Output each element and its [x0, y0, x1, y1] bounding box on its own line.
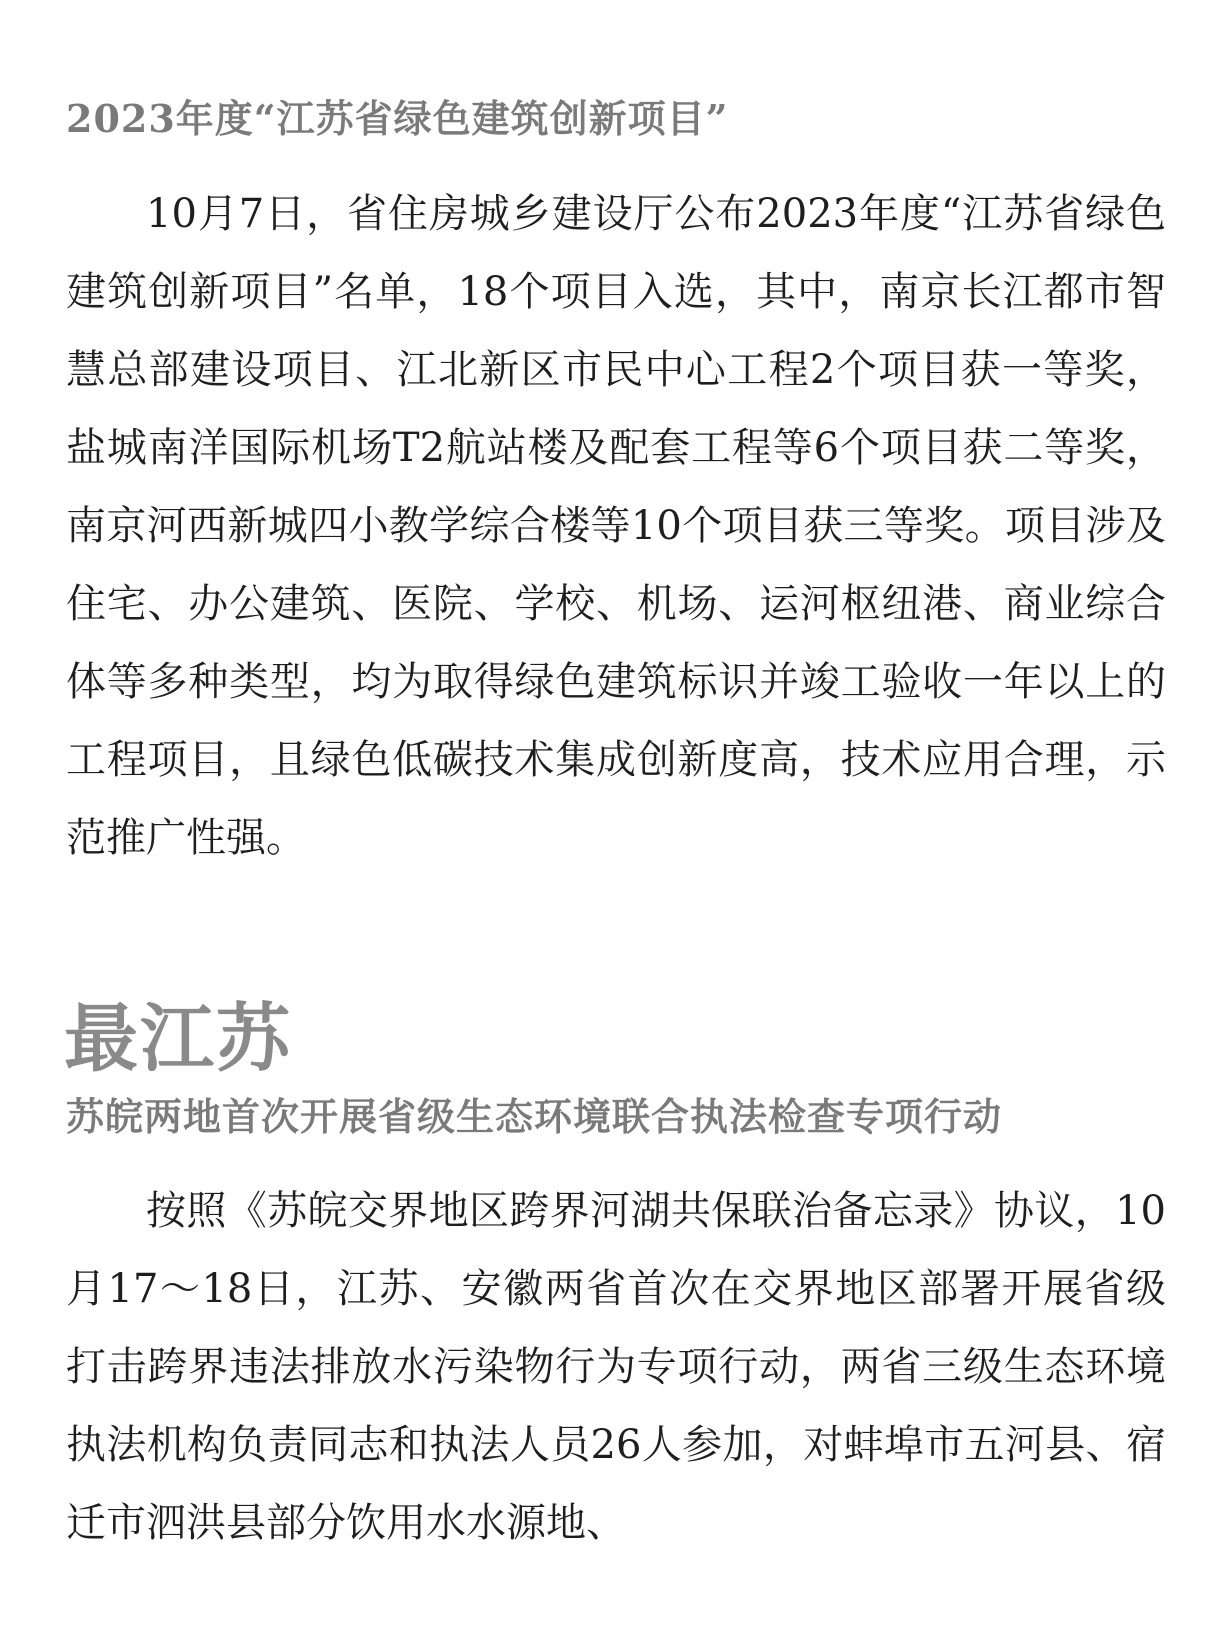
- article-body-paragraph: 10月7日，省住房城乡建设厅公布2023年度“江苏省绿色建筑创新项目”名单，18个项目入选，其中，南京长江都市智慧总部建设项目、江北新区市民中心工程2个项目获一等奖，盐城南洋国际机场T2航站楼及配套工程等6个项目获二等奖，南京河西新城四小教学综合楼等10个项目获三等奖。项目涉及住宅、办公建筑、医院、学校、机场、运河枢纽港、商业综合体等多种类型，均为取得绿色建筑标识并竣工验收一年以上的工程项目，且绿色低碳技术集成创新度高，技术应用合理，示范推广性强。: [66, 191, 1166, 861]
- article-heading: 2023年度“江苏省绿色建筑创新项目”: [66, 96, 729, 141]
- section-title: 最江苏: [64, 996, 292, 1082]
- article-heading: 苏皖两地首次开展省级生态环境联合执法检查专项行动: [66, 1094, 1003, 1139]
- article-body-paragraph: 按照《苏皖交界地区跨界河湖共保联治备忘录》协议，10月17～18日，江苏、安徽两省首次在交界地区部署开展省级打击跨界违法排放水污染物行为专项行动，两省三级生态环境执法机构负责同志和执法人员26人参加，对蚌埠市五河县、宿迁市泗洪县部分饮用水水源地、: [66, 1188, 1166, 1546]
